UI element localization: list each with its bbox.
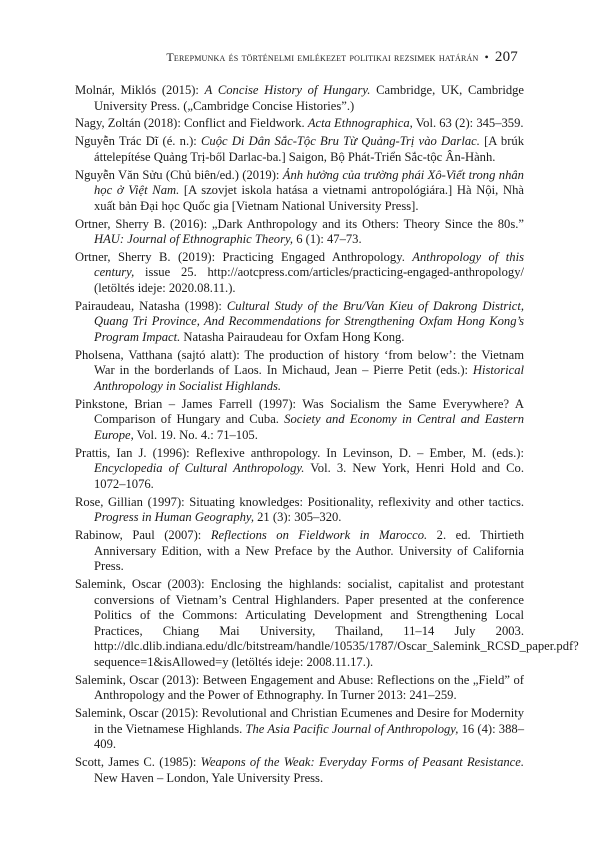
ref-text: issue 25. http://aotcpress.com/articles/practicing-engaged-anthropology/ (letöltés ideje: 2020.08.11.).: [94, 265, 524, 296]
ref-title: Reflections on Fieldwork in Marocco.: [210, 528, 428, 543]
reference-entry: [75, 116, 524, 132]
ref-text: Salemink, Oscar (2003): Enclosing the highlands: socialist, capitalist and protestant conversions of Vietnam’s Central Highlanders. Paper presented at the conference Politics of the Commons: Articulating Development and Strengthening Local Practices, Chiang Mai University, Thailand, 11–14 July 2003. http://dlc.dlib.indiana.edu/dlc/bitstream/handle/10535/1787/Oscar_Salemink_RCSD_paper.pdf?sequence=1&isAllowed=y (letöltés ideje: 2008.11.17.).: [75, 577, 579, 670]
ref-title: Encyclopedia of Cultural Anthropology.: [94, 461, 305, 476]
running-head: [166, 49, 518, 66]
ref-text: Pholsena, Vatthana (sajtó alatt): The production of history ‘from below’: the Vietnam War in the borderlands of Laos. In Michaud, Jean – Pierre Petit (eds.):: [75, 347, 524, 378]
ref-text: Rabinow, Paul (2007):: [75, 528, 211, 543]
reference-entry: [75, 755, 524, 786]
ref-text: Ortner, Sherry B. (2016): „Dark Anthropology and its Others: Theory Since the 80s.”: [75, 216, 524, 231]
ref-text: 16 (4): 388–409.: [94, 721, 524, 752]
reference-entry: [75, 673, 524, 704]
ref-text: Pairaudeau, Natasha (1998):: [75, 298, 227, 313]
ref-text: Prattis, Ian J. (1996): Reflexive anthropology. In Levinson, D. – Ember, M. (eds.):: [75, 445, 524, 460]
ref-title: Progress in Human Geography,: [94, 510, 254, 525]
reference-list: [75, 83, 579, 789]
ref-text: Nguyễn Văn Sửu (Chủ biên/ed.) (2019):: [75, 167, 283, 182]
reference-entry: [75, 706, 524, 753]
ref-title: Weapons of the Weak: Everyday Forms of Peasant Resistance.: [200, 755, 524, 770]
reference-entry: [75, 299, 524, 346]
ref-text: Molnár, Miklós (2015):: [75, 83, 205, 97]
ref-title: Cuộc Di Dân Sắc-Tộc Bru Từ Quảng-Trị vào Darlac.: [201, 134, 480, 149]
ref-title: Cultural Study of the Bru/Van Kieu of Dakrong District, Quang Tri Province, And Recommendations for Strengthening Oxfam Hong Kong’s Program Impact.: [94, 298, 524, 345]
ref-text: 6 (1): 47–73.: [293, 232, 362, 247]
ref-title: Anthropology of this century,: [94, 249, 524, 280]
ref-title: Ảnh hưởng của trường phái Xô-Viết trong nhân học ở Việt Nam.: [94, 167, 524, 198]
ref-text: [A brúk áttelepítése Quảng Trị-ből Darlac-ba.] Saigon, Bộ Phát-Triển Sắc-tộc Ân-Hành.: [94, 134, 524, 164]
ref-text: Salemink, Oscar (2015): Revolutional and Christian Ecumenes and Desire for Modernity in the Vietnamese Highlands.: [75, 706, 524, 736]
ref-title: A Concise History of Hungary.: [204, 83, 371, 97]
reference-entry: [75, 83, 524, 114]
ref-text: Rose, Gillian (1997): Situating knowledges: Positionality, reflexivity and other tactics.: [75, 494, 524, 509]
running-head-separator: •: [484, 50, 489, 64]
ref-title: Society and Economy in Central and Eastern Europe,: [94, 412, 524, 442]
ref-text: Scott, James C. (1985):: [75, 755, 201, 770]
ref-text: Natasha Pairaudeau for Oxfam Hong Kong.: [180, 330, 405, 345]
ref-text: Nagy, Zoltán (2018): Conflict and Fieldwork.: [75, 116, 308, 131]
ref-text: Salemink, Oscar (2013): Between Engagement and Abuse: Reflections on the „Field” of Anthropology and the Power of Ethnography. In Turner 2013: 241–259.: [75, 672, 524, 703]
reference-entry: [75, 397, 524, 444]
ref-text: Vol. 19. No. 4.: 71–105.: [133, 427, 258, 442]
ref-text: Vol. 3. New York, Henri Hold and Co. 1072–1076.: [94, 461, 524, 491]
page-number: 207: [494, 49, 518, 65]
ref-title: The Asia Pacific Journal of Anthropology,: [245, 721, 459, 736]
reference-entry: [75, 348, 524, 395]
reference-entry: [75, 446, 524, 493]
reference-entry: [75, 577, 579, 671]
reference-entry: [75, 250, 524, 297]
reference-entry: [75, 134, 524, 165]
reference-entry: [75, 528, 524, 575]
ref-title: Acta Ethnographica,: [307, 116, 413, 131]
ref-title: Historical Anthropology in Socialist Highlands.: [94, 363, 524, 393]
ref-text: 21 (3): 305–320.: [253, 510, 342, 525]
ref-text: Vol. 63 (2): 345–359.: [412, 116, 524, 131]
ref-text: Cambridge, UK, Cambridge University Press. („Cambridge Concise Histories”.): [94, 83, 525, 113]
ref-text: Ortner, Sherry B. (2019): Practicing Engaged Anthropology.: [75, 249, 413, 264]
reference-entry: [75, 168, 524, 215]
ref-text: Pinkstone, Brian – James Farrell (1997): Was Socialism the Same Everywhere? A Comparison of Hungary and Cuba.: [75, 396, 524, 427]
ref-title: HAU: Journal of Ethnographic Theory,: [94, 232, 294, 247]
reference-entry: [75, 217, 524, 248]
ref-text: New Haven – London, Yale University Press.: [94, 770, 324, 785]
ref-text: [A szovjet iskola hatása a vietnami antropológiára.] Hà Nội, Nhà xuất bản Đại học Quốc gia [Vietnam National University Press].: [94, 183, 524, 213]
reference-entry: [75, 495, 524, 526]
ref-text: 2. ed. Thirtieth Anniversary Edition, with a New Preface by the Author. University of California Press.: [94, 528, 525, 574]
running-head-title: Terepmunka és történelmi emlékezet politikai rezsimek határán: [166, 50, 479, 64]
ref-text: Nguyễn Trác Dĩ (é. n.):: [75, 134, 202, 149]
